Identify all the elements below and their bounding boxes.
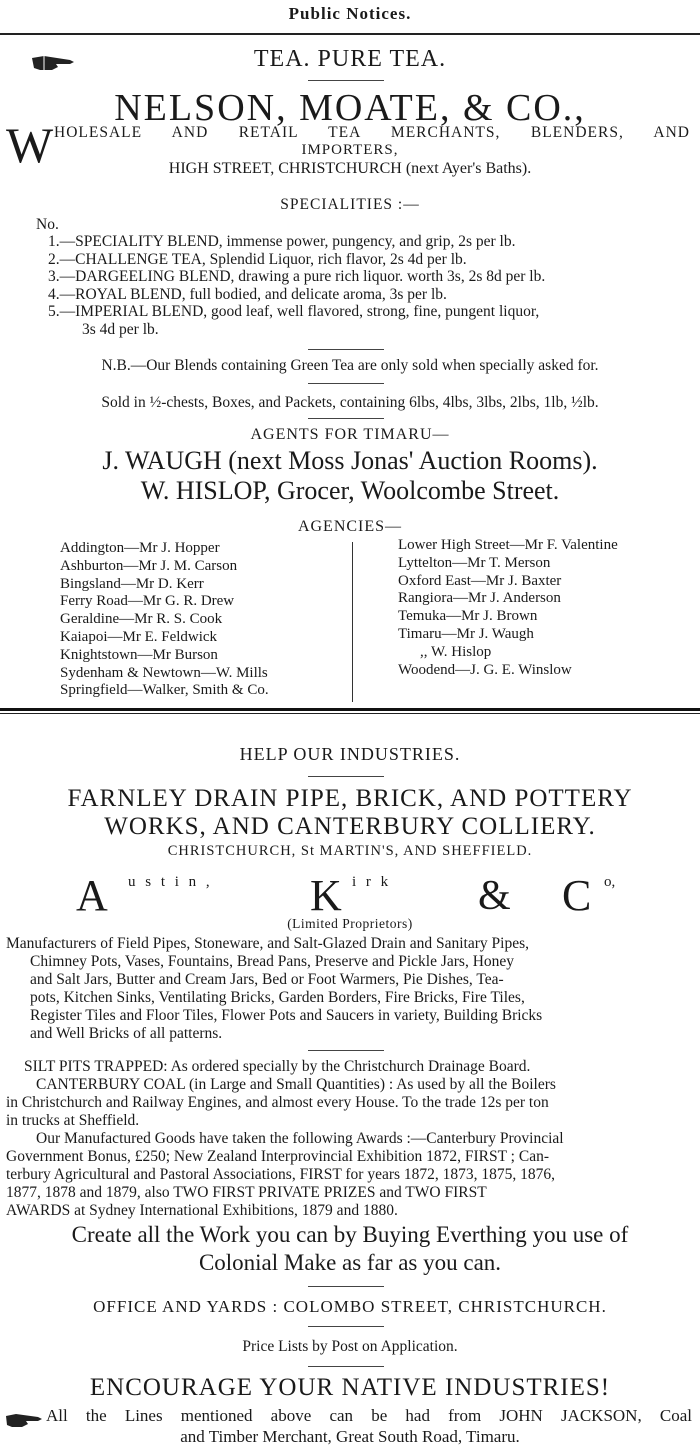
tea-address: HIGH STREET, CHRISTCHURCH (next Ayer's Baths). xyxy=(168,160,532,177)
agent-hislop: W. HISLOP, Grocer, Woolcombe Street. xyxy=(140,476,560,505)
agencies-left-column xyxy=(60,540,269,700)
agent-waugh: J. WAUGH (next Moss Jonas' Auction Rooms). xyxy=(102,446,598,475)
text-line: and Salt Jars, Butter and Cream Jars, Bed or Foot Warmers, Pie Dishes, Tea- xyxy=(30,971,504,988)
agency-item: Geraldine—Mr R. S. Cook xyxy=(60,611,223,628)
text-line: Our Manufactured Goods have taken the following Awards :—Canterbury Provincial xyxy=(36,1130,564,1147)
short-rule xyxy=(308,383,384,384)
speciality-item: 3s 4d per lb. xyxy=(82,320,159,338)
agency-item: Temuka—Mr J. Brown xyxy=(398,608,538,625)
company-name: NELSON, MOATE, & CO., xyxy=(114,87,586,129)
text-line: Register Tiles and Floor Tiles, Flower Pots and Saucers in variety, Building Bricks xyxy=(30,1007,543,1024)
encourage-heading: ENCOURAGE YOUR NATIVE INDUSTRIES! xyxy=(89,1374,611,1401)
specialities-heading: SPECIALITIES :— xyxy=(280,196,420,213)
farnley-title-2: WORKS, AND CANTERBURY COLLIERY. xyxy=(104,813,596,840)
farnley-title-1: FARNLEY DRAIN PIPE, BRICK, AND POTTERY xyxy=(67,785,633,812)
nb-note: N.B.—Our Blends containing Green Tea are only sold when specially asked for. xyxy=(101,357,599,374)
text-line: pots, Kitchen Sinks, Ventilating Bricks, Garden Borders, Fire Bricks, Fire Tiles, xyxy=(30,989,525,1006)
industries-heading: HELP OUR INDUSTRIES. xyxy=(239,744,461,764)
firm-co: o, xyxy=(604,874,616,890)
text-line: 1877, 1878 and 1879, also TWO FIRST PRIVATE PRIZES and TWO FIRST xyxy=(6,1184,487,1201)
agency-item: Rangiora—Mr J. Anderson xyxy=(398,590,561,607)
speciality-item: 1.—SPECIALITY BLEND, immense power, pungency, and grip, 2s per lb. xyxy=(48,233,516,250)
no-label: No. xyxy=(36,216,59,233)
agency-item: Ferry Road—Mr G. R. Drew xyxy=(60,593,235,610)
agency-item: Bingsland—Mr D. Kerr xyxy=(60,575,204,592)
details-paragraph xyxy=(6,1058,692,1220)
ad-divider-thin xyxy=(0,713,700,714)
text-line: Government Bonus, £250; New Zealand Interprovincial Exhibition 1872, FIRST ; Can- xyxy=(6,1148,549,1165)
short-rule xyxy=(308,1366,384,1367)
speciality-item: 5.—IMPERIAL BLEND, good leaf, well flavored, strong, fine, pungent liquor, xyxy=(48,303,540,320)
text-line: AWARDS at Sydney International Exhibitions, 1879 and 1880. xyxy=(6,1202,398,1219)
agency-item: Oxford East—Mr J. Baxter xyxy=(398,572,562,589)
firm-austin: u s t i n , xyxy=(128,874,213,890)
firm-initial-c: C xyxy=(562,871,592,920)
short-rule xyxy=(308,1326,384,1327)
short-rule xyxy=(308,776,384,777)
agents-heading: AGENTS FOR TIMARU— xyxy=(250,426,450,443)
agency-item: Springfield—Walker, Smith & Co. xyxy=(60,682,269,699)
firm-kirk: i r k xyxy=(352,874,392,890)
text-line: SILT PITS TRAPPED: As ordered specially by the Christchurch Drainage Board. xyxy=(24,1058,531,1075)
speciality-item: 2.—CHALLENGE TEA, Splendid Liquor, rich flavor, 2s 4d per lb. xyxy=(48,250,467,268)
speciality-item: 4.—ROYAL BLEND, full bodied, and delicate aroma, 3s per lb. xyxy=(48,285,447,303)
agency-item: Knightstown—Mr Burson xyxy=(60,646,218,663)
section-title: Public Notices. xyxy=(288,4,412,23)
agency-item: Kaiapoi—Mr E. Feldwick xyxy=(60,628,218,645)
firm-initial-k: K xyxy=(310,871,342,920)
specialities-list xyxy=(48,233,545,338)
agency-item: Addington—Mr J. Hopper xyxy=(60,540,220,556)
agencies-right-column xyxy=(398,537,618,679)
footer-line-2: and Timber Merchant, Great South Road, Timaru. xyxy=(180,1427,520,1446)
price-lists: Price Lists by Post on Application. xyxy=(242,1338,458,1355)
agency-item: ,, W. Hislop xyxy=(420,643,492,660)
agencies-heading: AGENCIES— xyxy=(297,518,403,535)
short-rule xyxy=(308,1286,384,1287)
text-line: CANTERBURY COAL (in Large and Small Quantities) : As used by all the Boilers xyxy=(36,1076,556,1093)
text-line: Manufacturers of Field Pipes, Stoneware, and Salt-Glazed Drain and Sanitary Pipes, xyxy=(6,935,529,952)
farnley-locations: CHRISTCHURCH, St MARTIN'S, AND SHEFFIELD. xyxy=(167,843,533,859)
text-line: in Christchurch and Railway Engines, and almost every House. To the trade 12s per ton xyxy=(6,1094,549,1111)
header-rule xyxy=(0,33,700,35)
office-address: OFFICE AND YARDS : COLOMBO STREET, CHRISTCHURCH. xyxy=(93,1297,607,1316)
text-line: Chimney Pots, Vases, Fountains, Bread Pans, Preserve and Pickle Jars, Honey xyxy=(30,953,515,970)
agency-item: Woodend—J. G. E. Winslow xyxy=(398,661,572,678)
text-line: and Well Bricks of all patterns. xyxy=(30,1025,223,1042)
footer-line-1: All the Lines mentioned above can be had from JOHN JACKSON, Coal xyxy=(46,1406,692,1425)
sold-note: Sold in ½-chests, Boxes, and Packets, containing 6lbs, 4lbs, 3lbs, 2lbs, 1lb, ½lb. xyxy=(101,394,599,411)
agency-item: Sydenham & Newtown—W. Mills xyxy=(60,664,268,681)
proprietors: (Limited Proprietors) xyxy=(287,916,413,931)
text-line: in trucks at Sheffield. xyxy=(6,1112,140,1129)
create-slogan-2: Colonial Make as far as you can. xyxy=(198,1250,502,1275)
text-line: terbury Agricultural and Pastoral Associations, FIRST for years 1872, 1873, 1875, 1876, xyxy=(6,1166,556,1183)
short-rule xyxy=(308,80,384,81)
speciality-item: 3.—DARGEELING BLEND, drawing a pure rich liquor. worth 3s, 2s 8d per lb. xyxy=(48,268,546,285)
agency-item: Ashburton—Mr J. M. Carson xyxy=(60,557,238,574)
column-divider xyxy=(352,542,353,702)
ad-divider xyxy=(0,708,700,711)
manufacturers-list xyxy=(6,935,692,1043)
firm-initial-a: A xyxy=(76,871,108,920)
agency-item: Lyttelton—Mr T. Merson xyxy=(398,554,551,571)
firm-ampersand: & xyxy=(478,873,511,919)
tea-description-cont: IMPORTERS, xyxy=(301,142,399,158)
tea-heading: TEA. PURE TEA. xyxy=(253,46,447,72)
drop-cap: W xyxy=(6,117,54,173)
short-rule xyxy=(308,349,384,350)
create-slogan-1: Create all the Work you can by Buying Everthing you use of xyxy=(71,1222,629,1247)
tea-description: HOLESALE AND RETAIL TEA MERCHANTS, BLENDERS, AND xyxy=(54,124,690,141)
short-rule xyxy=(308,1050,384,1051)
agency-item: Lower High Street—Mr F. Valentine xyxy=(398,537,618,553)
agency-item: Timaru—Mr J. Waugh xyxy=(398,625,534,642)
short-rule xyxy=(308,418,384,419)
